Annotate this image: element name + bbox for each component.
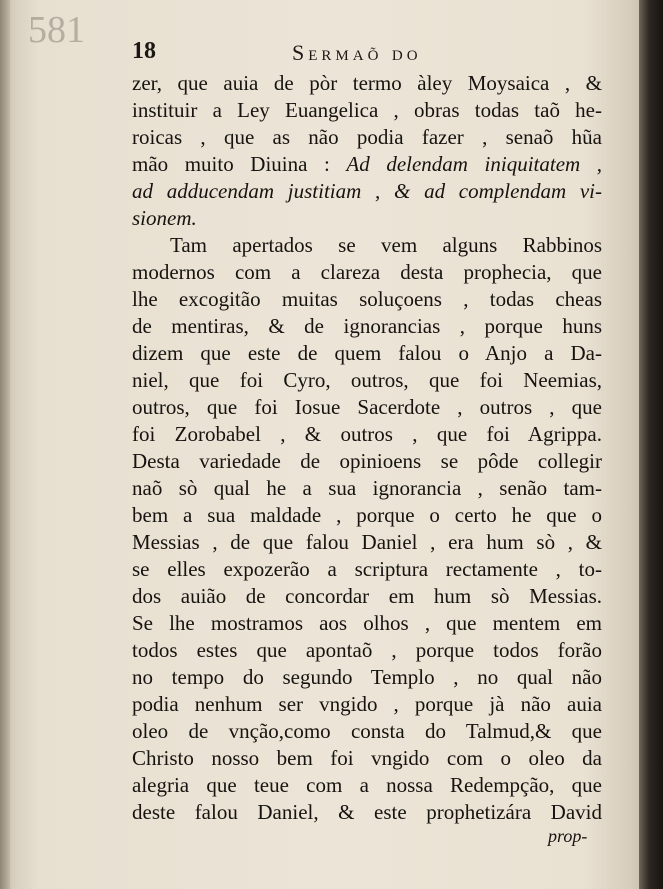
text-line [132, 799, 602, 826]
page-number: 18 [132, 38, 156, 64]
bleed-through-page-number: 581 [28, 9, 85, 51]
line-latin-italic: ad adducendam justitiam , & ad complendam vi- [132, 179, 602, 203]
line-text: Desta variedade de opinioens se pôde collegir [132, 449, 602, 473]
line-text: oleo de vnção,como consta do Talmud,& que [132, 719, 602, 743]
text-line [132, 394, 602, 421]
line-text: bem a sua maldade , porque o certo he que o [132, 503, 602, 527]
text-line [132, 691, 602, 718]
line-text: Tam apertados se vem alguns Rabbinos [170, 233, 602, 257]
line-text: lhe excogitão muitas soluçoens , todas cheas [132, 287, 602, 311]
text-line [132, 367, 602, 394]
text-line [132, 232, 602, 259]
text-line [132, 718, 602, 745]
line-text: roicas , que as não podia fazer , senaõ hũa [132, 125, 602, 149]
running-head: Sermaõ do [292, 40, 422, 65]
line-text: Messias , de que falou Daniel , era hum sò , & [132, 530, 602, 554]
text-line [132, 745, 602, 772]
line-text: naõ sò qual he a sua ignorancia , senão tam- [132, 476, 602, 500]
line-text: todos estes que apontaõ , porque todos forão [132, 638, 602, 662]
line-text: modernos com a clareza desta prophecia, que [132, 260, 602, 284]
text-line [132, 313, 602, 340]
line-text: mão muito Diuina : [132, 152, 347, 176]
text-line [132, 637, 602, 664]
page-edge-shadow [639, 0, 663, 889]
line-text: se elles expozerão a scriptura rectamente , to- [132, 557, 602, 581]
text-line [132, 97, 602, 124]
line-text: outros, que foi Iosue Sacerdote , outros , que [132, 395, 602, 419]
line-latin-italic: Ad delendam iniquitatem , [346, 152, 602, 176]
line-text: foi Zorobabel , & outros , que foi Agrippa. [132, 422, 602, 446]
text-line [132, 529, 602, 556]
line-text: dos auião de concordar em hum sò Messias. [132, 584, 602, 608]
text-line [132, 556, 602, 583]
line-text: de mentiras, & de ignorancias , porque huns [132, 314, 602, 338]
line-text: niel, que foi Cyro, outros, que foi Neemias, [132, 368, 602, 392]
text-line [132, 583, 602, 610]
text-line [132, 772, 602, 799]
text-line [132, 259, 602, 286]
text-line [132, 664, 602, 691]
line-text: Se lhe mostramos aos olhos , que mentem em [132, 611, 602, 635]
text-line [132, 340, 602, 367]
text-line [132, 448, 602, 475]
bleed-through-marginalia [12, 70, 132, 690]
body-text [132, 70, 602, 826]
catchword: prop- [548, 826, 588, 846]
line-text: alegria que teue com a nossa Redempção, que [132, 773, 602, 797]
page-gutter-shadow [0, 0, 10, 889]
text-line [132, 610, 602, 637]
line-text: Christo nosso bem foi vngido com o oleo da [132, 746, 602, 770]
text-line [132, 70, 602, 97]
text-line [132, 205, 602, 232]
text-line [132, 124, 602, 151]
text-line [132, 151, 602, 178]
text-line [132, 178, 602, 205]
text-line [132, 286, 602, 313]
line-latin-italic: sionem. [132, 206, 197, 230]
text-line [132, 475, 602, 502]
text-line [132, 502, 602, 529]
line-text: instituir a Ley Euangelica , obras todas taõ he- [132, 98, 602, 122]
line-text: dizem que este de quem falou o Anjo a Da- [132, 341, 602, 365]
text-line [132, 421, 602, 448]
line-text: deste falou Daniel, & este prophetizára David [132, 800, 602, 824]
line-text: no tempo do segundo Templo , no qual não [132, 665, 602, 689]
line-text: podia nenhum ser vngido , porque jà não auia [132, 692, 602, 716]
line-text: zer, que auia de pòr termo àley Moysaica , & [132, 71, 602, 95]
page-header [132, 36, 602, 70]
